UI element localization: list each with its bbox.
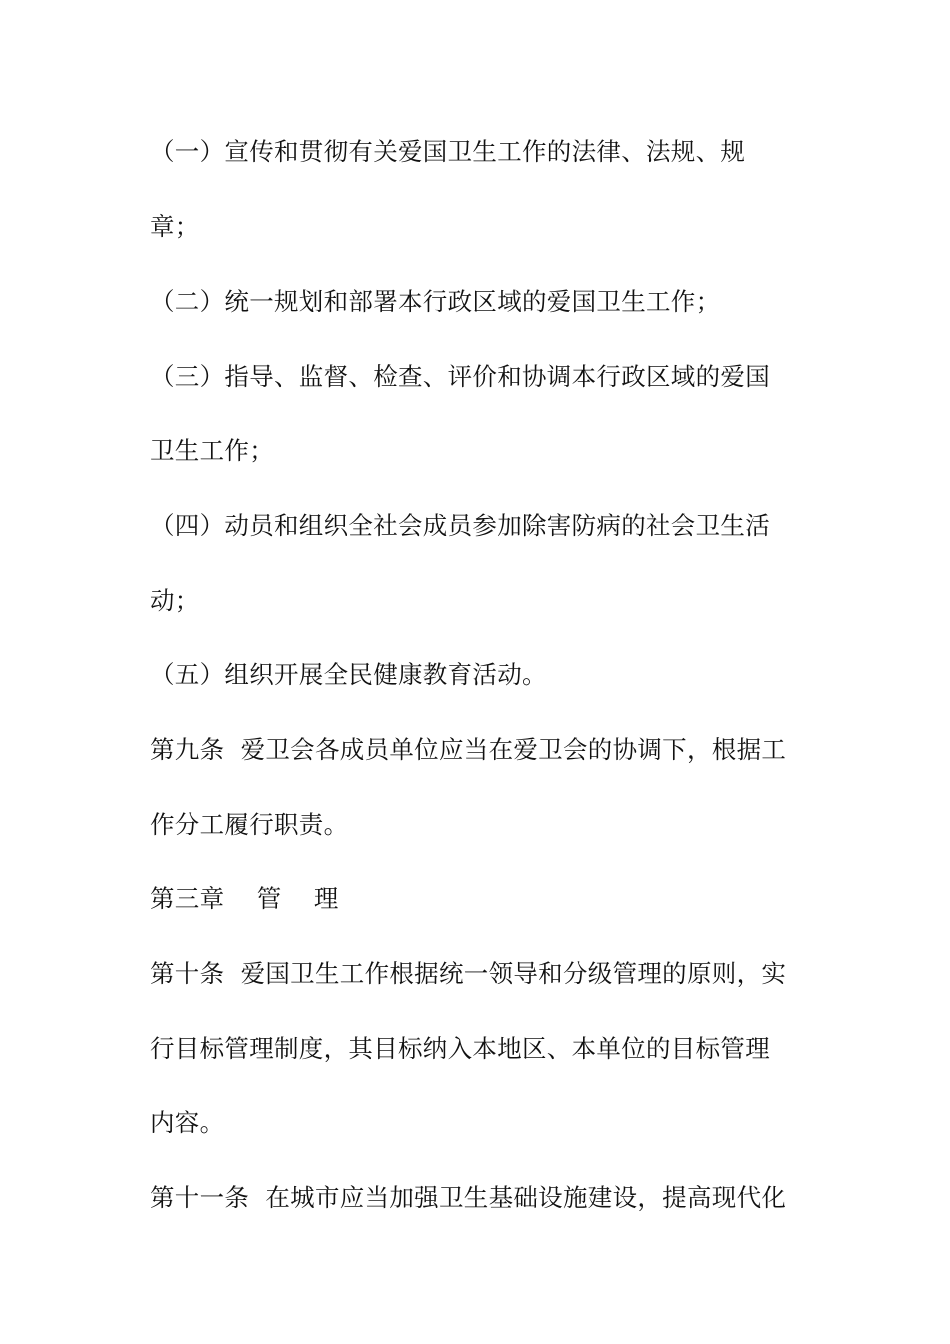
item-three-continuation: 卫生工作； [150, 436, 274, 465]
item-one-text: （一）宣传和贯彻有关爱国卫生工作的法律、法规、规 [150, 137, 746, 166]
item-four-continuation: 动； [150, 586, 200, 615]
article-ten-text: 第十条 爱国卫生工作根据统一领导和分级管理的原则，实 [150, 959, 787, 988]
chapter-three-heading: 第三章 管 理 [150, 884, 339, 913]
article-nine-text: 第九条 爱卫会各成员单位应当在爱卫会的协调下，根据工 [150, 735, 787, 764]
item-one-continuation: 章； [150, 212, 200, 241]
item-two-text: （二）统一规划和部署本行政区域的爱国卫生工作； [150, 287, 721, 316]
article-nine-continuation: 作分工履行职责。 [150, 810, 349, 839]
item-four-text: （四）动员和组织全社会成员参加除害防病的社会卫生活 [150, 511, 770, 540]
article-eleven-text: 第十一条 在城市应当加强卫生基础设施建设，提高现代化 [150, 1183, 787, 1212]
item-three-text: （三）指导、监督、检查、评价和协调本行政区域的爱国 [150, 362, 770, 391]
article-ten-continuation: 行目标管理制度，其目标纳入本地区、本单位的目标管理 [150, 1034, 770, 1063]
article-ten-ending: 内容。 [150, 1108, 225, 1137]
item-five-text: （五）组织开展全民健康教育活动。 [150, 660, 547, 689]
